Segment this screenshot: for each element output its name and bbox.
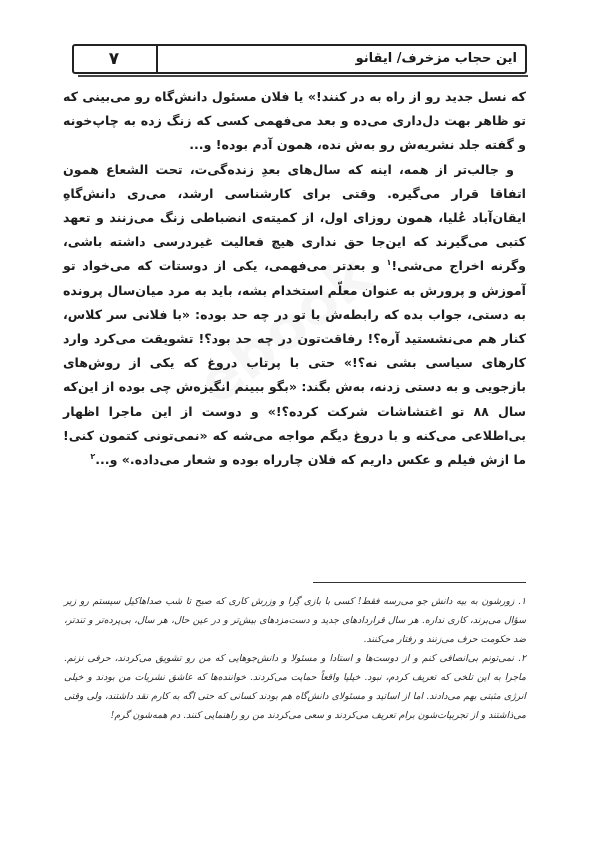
page-header [72, 44, 527, 78]
paragraph-2-continued: و بعدتر می‌فهمی، یکی از دوستات که می‌خواد تو آموزش و پرورش به عنوان معلّم استخدام بشه، باید به مرد میان‌سال پرونده به دستی، جواب بده که رابطه‌ش با تو در چه حد بوده: «با فلانی سر کلاس، کنار هم می‌نشستید آره؟! رفاقت‌تون در چه حد بود؟! تشویقت می‌کرد وارد کارهای سیاسی بشی نه؟!» حتی با پرتاب دروغ که یکی از روش‌های بازجویی و به دستی زدنه، به‌ش بگند: «بگو ببینم انگیزه‌ش چی بوده از این‌که سال ۸۸ تو اغتشاشات شرکت کرده؟!» و دوست از این ماجرا اظهار بی‌اطلاعی می‌کنه و با دروغ دیگم مواجه می‌شه که «نمی‌تونی کتمون کنی! ما ازش فیلم و عکس داریم که فلان چارراه بوده و شعار می‌داده.» و... [62, 258, 526, 468]
footnote-2: ۲. نمی‌تونم بی‌انصافی کنم و از دوست‌ها و استادا و مسئولا و دانش‌جوهایی که من رو تشویق می‌کردند، حرفی نزنم. ماجرا به این تلخی که تعریف کردم، نبود. خیلیا واقعاً حمایت می‌کردند. خواننده‌ها که عاشق نشریات من بودند و خیلی انرژی مثبتی بهم می‌دادند. اما از اساتید و مسئولای دانش‌گاه هم بودند کسانی که حتی اگه به کارم نقد داشتند، ولی وقتی می‌ذاشتند و از تجربیات‌شون برام تعریف می‌کردند و سعی می‌کردند من رو راهنمایی کنند. دم همه‌شون گرم! [64, 653, 526, 721]
paragraph-2 [63, 158, 526, 473]
footnote-ref-2[interactable]: ۲ [90, 451, 96, 461]
footnote-1: ۱. زورشون به بیه دانش جو می‌رسه فقط! کسی با بازی گِرا و وزرش کاری که صبح تا شب صداهاکیل سیستم رو زیر سؤال می‌برند، کاری نداره. هر سال قراردادهای جدید و دست‌مزدهای بیش‌تر و در عین حال، هر سال، بی‌پرده‌تر و تندتر، ضد حکومت حرف می‌زنند و رفتار می‌کنند. [64, 596, 526, 645]
paragraph-2-main: و جالب‌تر از همه، اینه که سال‌های بعدِ زنده‌گی‌ت، تحت الشعاع همون اتفاقا قرار می‌گیره. وقتی برای کارشناسی ارشد، می‌ری دانش‌گاهِ ایقان‌آباد عُلیا، همون روزای اول، از کمیته‌ی انضباطی زنگ می‌زنند و تعهد کتبی می‌گیرند که این‌جا حق نداری هیچ فعالیت غیردرسی داشته باشی، وگرنه اخراج می‌شی! [63, 161, 527, 274]
body-text [63, 85, 526, 472]
footnotes [64, 592, 526, 725]
paragraph-1: که نسل جدید رو از راه به در کنند!» یا فلان مسئول دانش‌گاه رو می‌بینی که تو ظاهر بهت دل‌داری می‌ده و بعد می‌فهمی کسی که زنگ زده به چاپ‌خونه و گفته جلد نشریه‌ش رو به‌ش نده، همون آدم بوده! و... [63, 89, 526, 153]
header-divider [156, 44, 158, 74]
page-number: ۷ [108, 49, 120, 69]
footnote-ref-1[interactable]: ۱ [386, 258, 392, 268]
running-title: این حجاب مزخرف/ ایقانو [355, 51, 517, 66]
footnote-separator [313, 582, 526, 583]
